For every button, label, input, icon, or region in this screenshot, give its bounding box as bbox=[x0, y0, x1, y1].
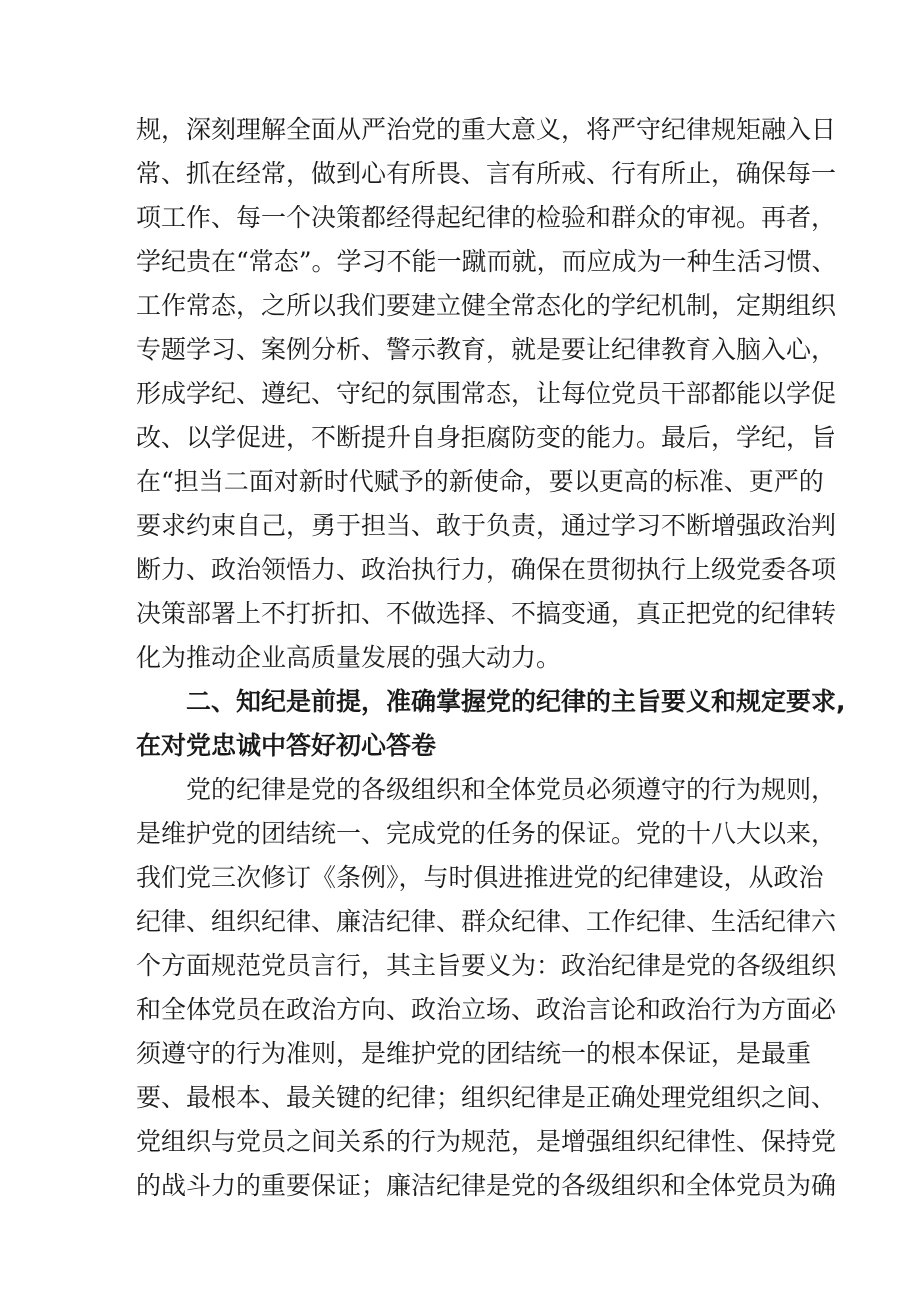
paragraph-line: 个方面规范党员言行，其主旨要义为：政治纪律是党的各级组织 bbox=[136, 951, 837, 980]
paragraph-line: 学纪贵在“常态”。学习不能一蹴而就，而应成为一种生活习惯、 bbox=[136, 247, 837, 276]
paragraph-line: 我们党三次修订《条例》，与时俱进推进党的纪律建设，从政治 bbox=[136, 863, 824, 892]
paragraph-line: 的战斗力的重要保证；廉洁纪律是党的各级组织和全体党员为确 bbox=[136, 1171, 837, 1200]
paragraph-line: 工作常态，之所以我们要建立健全常态化的学纪机制，定期组织 bbox=[136, 291, 837, 320]
paragraph-line: 在“担当二面对新时代赋予的新使命，要以更高的标准、更严的 bbox=[136, 467, 824, 496]
paragraph-line: 要、最根本、最关键的纪律；组织纪律是正确处理党组织之间、 bbox=[136, 1083, 837, 1112]
paragraph-line: 专题学习、案例分析、警示教育，就是要让纪律教育入脑入心， bbox=[136, 335, 837, 364]
paragraph-line: 须遵守的行为准则，是维护党的团结统一的根本保证，是最重 bbox=[136, 1039, 812, 1068]
paragraph-line: 党的纪律是党的各级组织和全体党员必须遵守的行为规则， bbox=[186, 775, 837, 804]
section-heading-line: 在对党忠诚中答好初心答卷 bbox=[136, 731, 437, 760]
paragraph-line: 断力、政治领悟力、政治执行力，确保在贯彻执行上级党委各项 bbox=[136, 555, 837, 584]
paragraph-line: 和全体党员在政治方向、政治立场、政治言论和政治行为方面必 bbox=[136, 995, 837, 1024]
paragraph-line: 决策部署上不打折扣、不做选择、不搞变通，真正把党的纪律转 bbox=[136, 599, 837, 628]
paragraph-line: 形成学纪、遵纪、守纪的氛围常态，让每位党员干部都能以学促 bbox=[136, 379, 837, 408]
section-heading-line: 二、知纪是前提，准确掌握党的纪律的主旨要义和规定要求, bbox=[186, 687, 846, 716]
paragraph-line: 纪律、组织纪律、廉洁纪律、群众纪律、工作纪律、生活纪律六 bbox=[136, 907, 837, 936]
paragraph-line: 项工作、每一个决策都经得起纪律的检验和群众的审视。再者， bbox=[136, 203, 837, 232]
paragraph-line: 党组织与党员之间关系的行为规范，是增强组织纪律性、保持党 bbox=[136, 1127, 837, 1156]
paragraph-line: 常、抓在经常，做到心有所畏、言有所戒、行有所止，确保每一 bbox=[136, 159, 837, 188]
paragraph-line: 改、以学促进，不断提升自身拒腐防变的能力。最后，学纪，旨 bbox=[136, 423, 837, 452]
paragraph-line: 规，深刻理解全面从严治党的重大意义，将严守纪律规矩融入日 bbox=[136, 115, 837, 144]
paragraph-line: 是维护党的团结统一、完成党的任务的保证。党的十八大以来， bbox=[136, 819, 837, 848]
paragraph-line: 化为推动企业高质量发展的强大动力。 bbox=[136, 643, 562, 672]
paragraph-line: 要求约束自己，勇于担当、敢于负责，通过学习不断增强政治判 bbox=[136, 511, 837, 540]
